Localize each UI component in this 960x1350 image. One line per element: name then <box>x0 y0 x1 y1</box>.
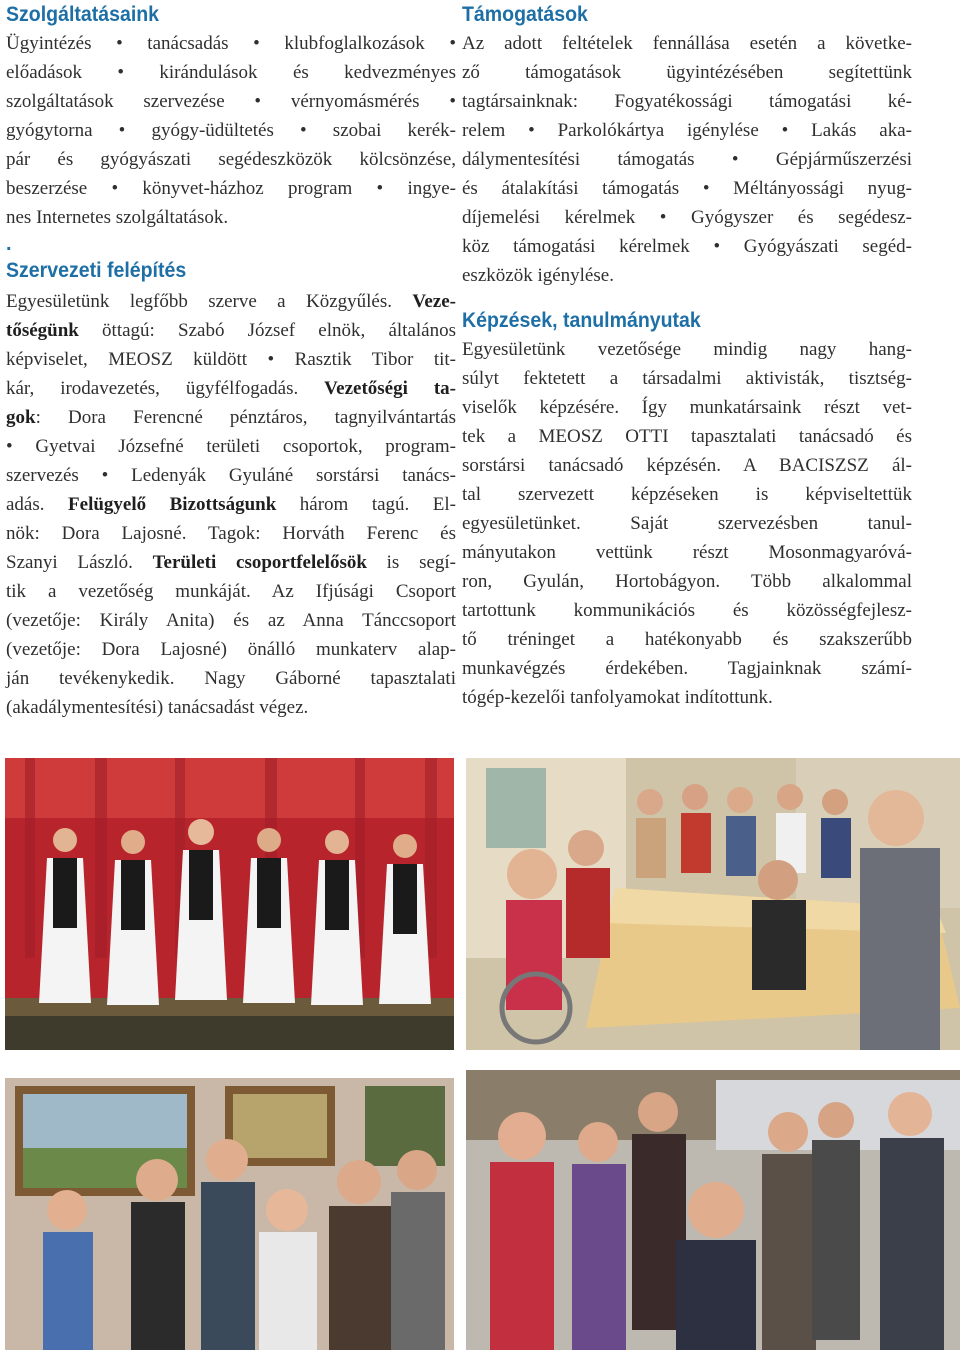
text-line: ján tevékenykedik. Nagy Gáborné tapasztalati <box>6 668 456 689</box>
text-line: nök: Dora Lajosné. Tagok: Horváth Ferenc és <box>6 523 456 544</box>
text-line: relem • Parkolókártya igénylése • Lakás aka- <box>462 120 912 141</box>
text-line: tartottunk kommunikációs és közösségfejlesz- <box>462 600 912 621</box>
text-line: viselők képzésére. Így munkatársaink részt vet- <box>462 397 912 418</box>
text-line: ron, Gyulán, Hortobágyon. Több alkalommal <box>462 571 912 592</box>
text-line: (vezetője: Király Anita) és az Anna Tánccsoport <box>6 610 456 631</box>
photo-outdoor-group <box>466 1070 960 1350</box>
text-line: • Gyetvai Józsefné területi csoportok, program- <box>6 436 456 457</box>
text-line: tagtársainknak: Fogyatékossági támogatási ké- <box>462 91 912 112</box>
text-line: pár és gyógyászati segédeszközök kölcsönzése, <box>6 149 456 170</box>
text-line: Egyesületünk vezetősége mindig nagy hang- <box>462 339 912 360</box>
text-line: szolgáltatások szervezése • vérnyomásmérés • <box>6 91 456 112</box>
separator-dot: . <box>6 233 12 255</box>
section-title-structure: Szervezeti felépítés <box>6 259 187 282</box>
text-line: eszközök igénylése. <box>462 265 614 286</box>
text-line: és átalakítási támogatás • Méltányossági nyug- <box>462 178 912 199</box>
text-line: Az adott feltételek fennállása esetén a követke- <box>462 33 912 54</box>
right-column <box>462 0 912 712</box>
text-line: adás. Felügyelő Bizottságunk három tagú. El- <box>6 494 457 515</box>
photo-dance-group <box>5 758 454 1050</box>
text-line: tik a vezetőség munkáját. Az Ifjúsági Csoport <box>6 581 456 602</box>
text-line: ző támogatások ügyintézésében segítettünk <box>462 62 912 83</box>
training-text <box>462 335 912 712</box>
text-line: díjemelési kérelmek • Gyógyszer és segédesz- <box>462 207 912 228</box>
services-text <box>6 29 456 232</box>
text-line: tek a MEOSZ OTTI tapasztalati tanácsadó és <box>462 426 912 447</box>
text-line: gok: Dora Ferencné pénztáros, tagnyilvántartás <box>6 407 456 428</box>
text-line: dálymentesítési támogatás • Gépjárműszerzési <box>462 149 912 170</box>
text-line: (akadálymentesítési) tanácsadást végez. <box>6 697 309 718</box>
text-line: mányutakon vettünk részt Mosonmagyaróvá- <box>462 542 912 563</box>
text-line: sorstársi tanácsadó képzésén. A BACISZSZ ál- <box>462 455 912 476</box>
text-line: előadások • kirándulások és kedvezményes <box>6 62 456 83</box>
photo-youth-group <box>5 1078 454 1350</box>
text-line: munkavégzés érdekében. Tagjainknak számí- <box>462 658 912 679</box>
text-line: (vezetője: Dora Lajosné) önálló munkaterv alap- <box>6 639 456 660</box>
left-column <box>6 0 456 722</box>
text-line: tal szervezett képzéseken is képviseltettük <box>462 484 912 505</box>
text-line: gyógytorna • gyógy-üdültetés • szobai kerék- <box>6 120 456 141</box>
text-line: tógép-kezelői tanfolyamokat indítottunk. <box>462 687 773 708</box>
text-line: képviselet, MEOSZ küldött • Rasztik Tibor tit- <box>6 349 456 370</box>
text-line: egyesületünket. Saját szervezésben tanul- <box>462 513 912 534</box>
structure-text <box>6 287 456 722</box>
text-line: beszerzése • könyvet-házhoz program • ingye- <box>6 178 456 199</box>
text-line: Ügyintézés • tanácsadás • klubfoglalkozások • <box>6 33 456 54</box>
text-line: Szanyi László. Területi csoportfelelősök is segí- <box>6 552 457 573</box>
text-line: tőségünk öttagú: Szabó József elnök, általános <box>6 320 456 341</box>
support-text <box>462 29 912 290</box>
text-line: köz támogatási kérelmek • Gyógyászati segéd- <box>462 236 912 257</box>
section-title-support: Támogatások <box>462 3 588 26</box>
text-line: Egyesületünk legfőbb szerve a Közgyűlés. Veze- <box>6 291 456 312</box>
photo-meeting-table <box>466 758 960 1050</box>
text-line: tő tréninget a hatékonyabb és szakszerűbb <box>462 629 912 650</box>
section-title-services: Szolgáltatásaink <box>6 3 160 26</box>
text-line: szervezés • Ledenyák Gyuláné sorstársi tanács- <box>6 465 456 486</box>
section-title-training: Képzések, tanulmányutak <box>462 309 701 332</box>
text-line: nes Internetes szolgáltatások. <box>6 207 229 228</box>
text-line: kár, irodavezetés, ügyfélfogadás. Vezetőségi ta- <box>6 378 456 399</box>
text-line: súlyt fektetett a társadalmi aktivisták, tisztség- <box>462 368 912 389</box>
